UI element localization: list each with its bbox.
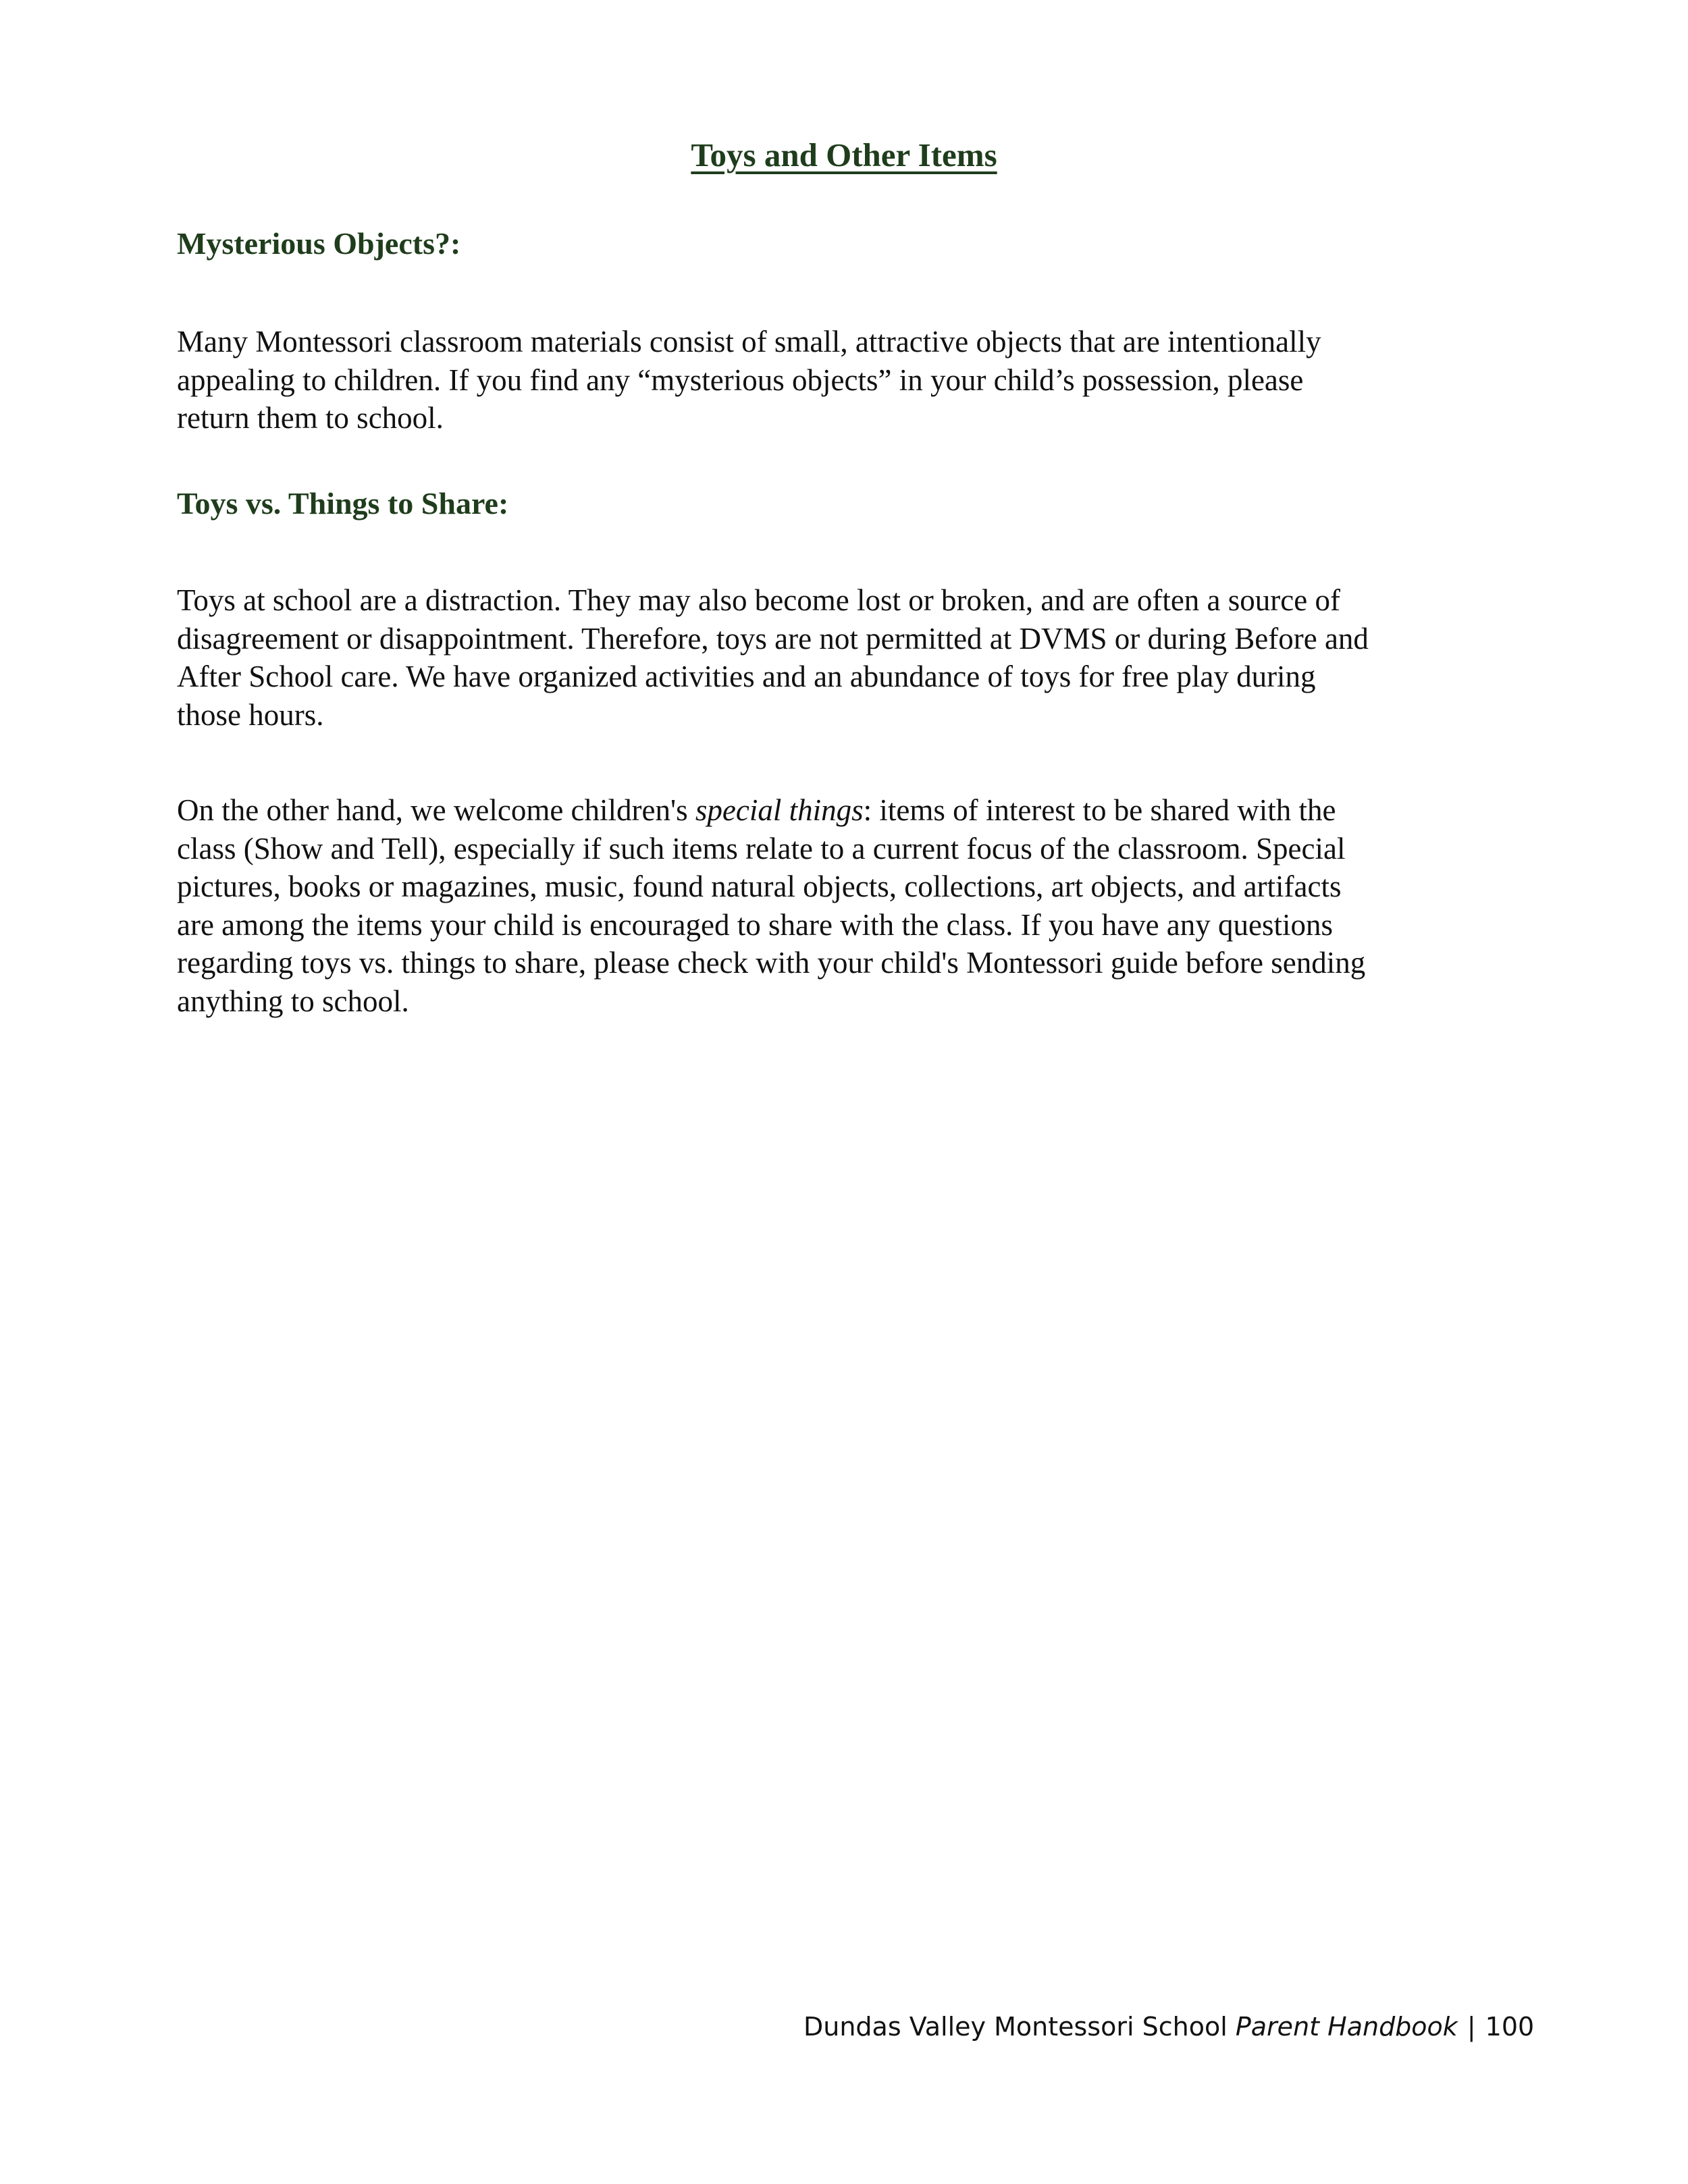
paragraph-line: return them to school.: [177, 401, 444, 435]
paragraph-line: anything to school.: [177, 984, 409, 1018]
paragraph-toys-distraction: [177, 581, 1527, 734]
emphasis-special-things: special things: [695, 793, 864, 827]
footer-school-name: Dundas Valley Montessori School: [803, 2012, 1228, 2042]
page-title: Toys and Other Items: [691, 136, 997, 174]
paragraph-line: class (Show and Tell), especially if such items relate to a current focus of the classroom. Special: [177, 831, 1346, 865]
paragraph-line: pictures, books or magazines, music, found natural objects, collections, art objects, and artifacts: [177, 870, 1342, 903]
paragraph-line: appealing to children. If you find any “mysterious objects” in your child’s possession, please: [177, 363, 1304, 397]
paragraph-line: After School care. We have organized activities and an abundance of toys for free play during: [177, 660, 1316, 693]
footer-page-number: 100: [1485, 2012, 1535, 2042]
paragraph-line: regarding toys vs. things to share, please check with your child's Montessori guide before sending: [177, 946, 1366, 980]
paragraph-line: [177, 791, 1527, 830]
section-heading-mysterious-objects: Mysterious Objects?:: [177, 226, 461, 261]
paragraph-line: Many Montessori classroom materials consist of small, attractive objects that are intentionally: [177, 325, 1321, 358]
footer-separator: |: [1467, 2012, 1476, 2042]
paragraph-line: Toys at school are a distraction. They may also become lost or broken, and are often a source of: [177, 583, 1340, 617]
footer-handbook-title: Parent Handbook: [1235, 2012, 1458, 2042]
page-footer: [803, 2010, 1535, 2043]
paragraph-line: disagreement or disappointment. Therefore, toys are not permitted at DVMS or during Before and: [177, 621, 1369, 656]
text-run: On the other hand, we welcome children's: [177, 793, 695, 827]
paragraph-special-things: [177, 791, 1527, 1020]
section-heading-toys-vs-things: Toys vs. Things to Share:: [177, 486, 509, 521]
text-run: : items of interest to be shared with the: [863, 793, 1336, 827]
paragraph-line: those hours.: [177, 697, 324, 732]
paragraph-line: are among the items your child is encouraged to share with the class. If you have any questions: [177, 907, 1334, 942]
paragraph-mysterious-objects: [177, 323, 1527, 437]
